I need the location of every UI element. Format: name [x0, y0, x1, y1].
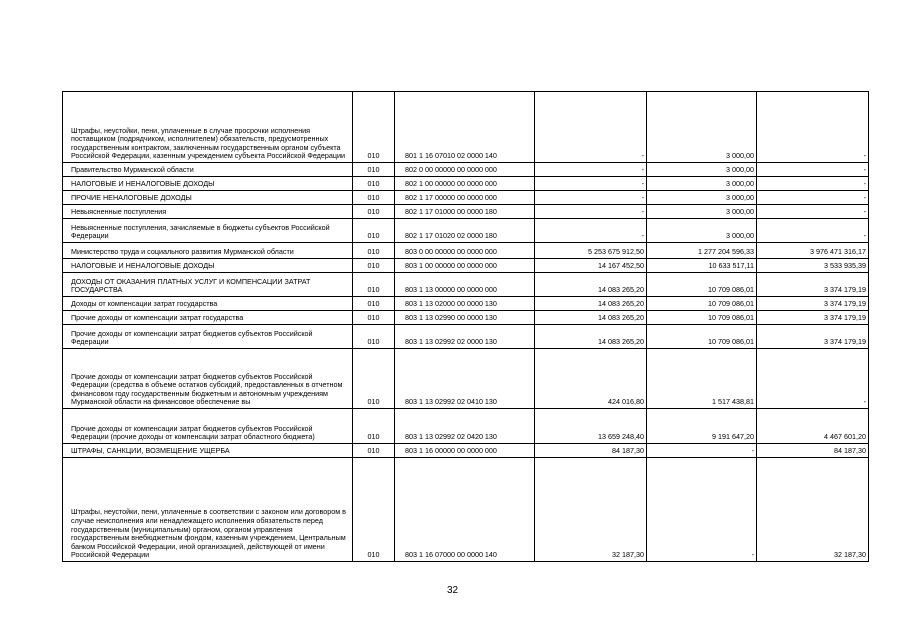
row-unexecuted-cell: - [757, 349, 869, 409]
row-name-cell [63, 259, 353, 273]
row-executed-cell: 1 277 204 596,33 [647, 243, 757, 259]
row-budget-code-cell: 803 1 13 02992 02 0000 130 [395, 325, 535, 349]
row-unexecuted-cell: - [757, 205, 869, 219]
row-unexecuted-cell: 3 533 935,39 [757, 259, 869, 273]
row-name-text: Штрафы, неустойки, пени, уплаченные в соответствии с законом или договором в случае неисполнения или ненадлежащего исполнения обязательств перед государственным (муниципальным) органом, органом управления государственным внебюджетным фондом, казенным учреждением, Центральным банком Российской Федерации, иной организацией, действующей от имени Российской Федерации [71, 507, 346, 560]
row-name-cell [63, 311, 353, 325]
row-approved-cell: 32 187,30 [535, 458, 647, 562]
row-approved-cell: - [535, 205, 647, 219]
row-unexecuted-cell: - [757, 219, 869, 243]
row-line-code-cell: 010 [353, 325, 395, 349]
table-row [63, 325, 869, 349]
row-executed-cell: 3 000,00 [647, 191, 757, 205]
budget-table-sheet [62, 91, 868, 562]
row-name-cell [63, 325, 353, 349]
row-approved-cell: - [535, 163, 647, 177]
table-row [63, 205, 869, 219]
row-name-text: ШТРАФЫ, САНКЦИИ, ВОЗМЕЩЕНИЕ УЩЕРБА [71, 446, 230, 456]
row-unexecuted-cell: - [757, 191, 869, 205]
row-budget-code-cell: 801 1 16 07010 02 0000 140 [395, 92, 535, 163]
row-executed-cell: 9 191 647,20 [647, 409, 757, 444]
table-row [63, 163, 869, 177]
row-budget-code-cell: 803 1 13 02992 02 0420 130 [395, 409, 535, 444]
row-name-cell [63, 191, 353, 205]
row-name-cell [63, 444, 353, 458]
budget-revenue-table [62, 91, 869, 562]
row-line-code-cell: 010 [353, 458, 395, 562]
row-name-cell [63, 243, 353, 259]
row-budget-code-cell: 802 0 00 00000 00 0000 000 [395, 163, 535, 177]
row-budget-code-cell: 803 1 00 00000 00 0000 000 [395, 259, 535, 273]
row-name-cell [63, 219, 353, 243]
row-line-code-cell: 010 [353, 191, 395, 205]
row-budget-code-cell: 803 1 13 02992 02 0410 130 [395, 349, 535, 409]
row-name-text: ДОХОДЫ ОТ ОКАЗАНИЯ ПЛАТНЫХ УСЛУГ И КОМПЕНСАЦИИ ЗАТРАТ ГОСУДАРСТВА [71, 276, 311, 295]
row-executed-cell: 3 000,00 [647, 163, 757, 177]
row-executed-cell: - [647, 444, 757, 458]
row-budget-code-cell: 802 1 17 00000 00 0000 000 [395, 191, 535, 205]
row-name-cell [63, 458, 353, 562]
row-unexecuted-cell: 4 467 601,20 [757, 409, 869, 444]
row-unexecuted-cell: - [757, 163, 869, 177]
row-line-code-cell: 010 [353, 349, 395, 409]
row-budget-code-cell: 803 1 13 02000 00 0000 130 [395, 297, 535, 311]
row-name-text: Невыясненные поступления, зачисляемые в бюджеты субъектов Российской Федерации [71, 222, 330, 241]
row-approved-cell: - [535, 92, 647, 163]
row-unexecuted-cell: - [757, 177, 869, 191]
row-budget-code-cell: 803 1 16 07000 00 0000 140 [395, 458, 535, 562]
row-executed-cell: 1 517 438,81 [647, 349, 757, 409]
row-budget-code-cell: 803 1 13 00000 00 0000 000 [395, 273, 535, 297]
row-line-code-cell: 010 [353, 273, 395, 297]
row-approved-cell: - [535, 219, 647, 243]
row-budget-code-cell: 803 1 13 02990 00 0000 130 [395, 311, 535, 325]
row-name-text: Правительство Мурманской области [71, 165, 194, 175]
row-line-code-cell: 010 [353, 219, 395, 243]
row-name-text: Прочие доходы от компенсации затрат бюджетов субъектов Российской Федерации (средства в объеме остатков субсидий, предоставленных в отчетном финансовом году государственным бюджетным и автономным учреждениям Мурманской области на финансовое обеспечение вы [71, 371, 343, 407]
row-line-code-cell: 010 [353, 311, 395, 325]
row-executed-cell: 10 709 086,01 [647, 273, 757, 297]
row-approved-cell: 84 187,30 [535, 444, 647, 458]
row-executed-cell: 10 709 086,01 [647, 325, 757, 349]
row-executed-cell: 3 000,00 [647, 205, 757, 219]
table-body [63, 92, 869, 562]
row-approved-cell: - [535, 191, 647, 205]
row-line-code-cell: 010 [353, 243, 395, 259]
row-unexecuted-cell: 3 374 179,19 [757, 325, 869, 349]
row-name-text: НАЛОГОВЫЕ И НЕНАЛОГОВЫЕ ДОХОДЫ [71, 179, 215, 189]
row-executed-cell: 3 000,00 [647, 177, 757, 191]
row-approved-cell: - [535, 177, 647, 191]
row-name-cell [63, 297, 353, 311]
table-row [63, 444, 869, 458]
row-name-cell [63, 349, 353, 409]
row-name-text: Доходы от компенсации затрат государства [71, 299, 218, 309]
row-line-code-cell: 010 [353, 177, 395, 191]
row-executed-cell: 3 000,00 [647, 219, 757, 243]
row-unexecuted-cell: 3 374 179,19 [757, 311, 869, 325]
table-row [63, 458, 869, 562]
row-line-code-cell: 010 [353, 409, 395, 444]
row-unexecuted-cell: 84 187,30 [757, 444, 869, 458]
table-row [63, 297, 869, 311]
row-executed-cell: 10 709 086,01 [647, 311, 757, 325]
row-name-text: Министерство труда и социального развития Мурманской области [71, 247, 294, 257]
row-budget-code-cell: 803 1 16 00000 00 0000 000 [395, 444, 535, 458]
table-row [63, 92, 869, 163]
row-executed-cell: - [647, 458, 757, 562]
row-approved-cell: 13 659 248,40 [535, 409, 647, 444]
row-name-text: Штрафы, неустойки, пени, уплаченные в случае просрочки исполнения поставщиком (подрядчиком, исполнителем) обязательств, предусмотренных государственным контрактом, заключенным государственным органом субъекта Российской Федерации, казенным учреждением субъекта Российской Федерации [71, 125, 346, 161]
table-row [63, 273, 869, 297]
row-budget-code-cell: 802 1 00 00000 00 0000 000 [395, 177, 535, 191]
table-row [63, 259, 869, 273]
row-unexecuted-cell: 3 374 179,19 [757, 297, 869, 311]
row-line-code-cell: 010 [353, 444, 395, 458]
row-name-cell [63, 273, 353, 297]
row-approved-cell: 14 083 265,20 [535, 325, 647, 349]
row-name-text: НАЛОГОВЫЕ И НЕНАЛОГОВЫЕ ДОХОДЫ [71, 261, 215, 271]
table-row [63, 219, 869, 243]
row-name-text: Прочие доходы от компенсации затрат бюджетов субъектов Российской Федерации (прочие доходы от компенсации затрат областного бюджета) [71, 423, 315, 442]
row-unexecuted-cell: 3 374 179,19 [757, 273, 869, 297]
row-executed-cell: 10 633 517,11 [647, 259, 757, 273]
row-approved-cell: 14 083 265,20 [535, 297, 647, 311]
row-budget-code-cell: 802 1 17 01020 02 0000 180 [395, 219, 535, 243]
row-executed-cell: 10 709 086,01 [647, 297, 757, 311]
row-line-code-cell: 010 [353, 92, 395, 163]
page-number: 32 [446, 585, 459, 596]
row-line-code-cell: 010 [353, 163, 395, 177]
row-name-cell [63, 409, 353, 444]
table-row [63, 243, 869, 259]
row-executed-cell: 3 000,00 [647, 92, 757, 163]
row-name-cell [63, 205, 353, 219]
row-budget-code-cell: 802 1 17 01000 00 0000 180 [395, 205, 535, 219]
row-unexecuted-cell: 32 187,30 [757, 458, 869, 562]
row-approved-cell: 14 167 452,50 [535, 259, 647, 273]
row-line-code-cell: 010 [353, 297, 395, 311]
row-name-cell [63, 177, 353, 191]
table-row [63, 349, 869, 409]
row-name-text: Невыясненные поступления [71, 207, 167, 217]
row-name-cell [63, 92, 353, 163]
row-name-text: Прочие доходы от компенсации затрат бюджетов субъектов Российской Федерации [71, 328, 313, 347]
table-row [63, 191, 869, 205]
row-name-cell [63, 163, 353, 177]
table-row [63, 311, 869, 325]
row-name-text: ПРОЧИЕ НЕНАЛОГОВЫЕ ДОХОДЫ [71, 193, 192, 203]
table-row [63, 409, 869, 444]
table-row [63, 177, 869, 191]
row-line-code-cell: 010 [353, 205, 395, 219]
row-name-text: Прочие доходы от компенсации затрат государства [71, 313, 244, 323]
row-approved-cell: 5 253 675 912,50 [535, 243, 647, 259]
row-approved-cell: 14 083 265,20 [535, 311, 647, 325]
row-approved-cell: 14 083 265,20 [535, 273, 647, 297]
row-unexecuted-cell: 3 976 471 316,17 [757, 243, 869, 259]
row-line-code-cell: 010 [353, 259, 395, 273]
row-budget-code-cell: 803 0 00 00000 00 0000 000 [395, 243, 535, 259]
row-approved-cell: 424 016,80 [535, 349, 647, 409]
row-unexecuted-cell: - [757, 92, 869, 163]
